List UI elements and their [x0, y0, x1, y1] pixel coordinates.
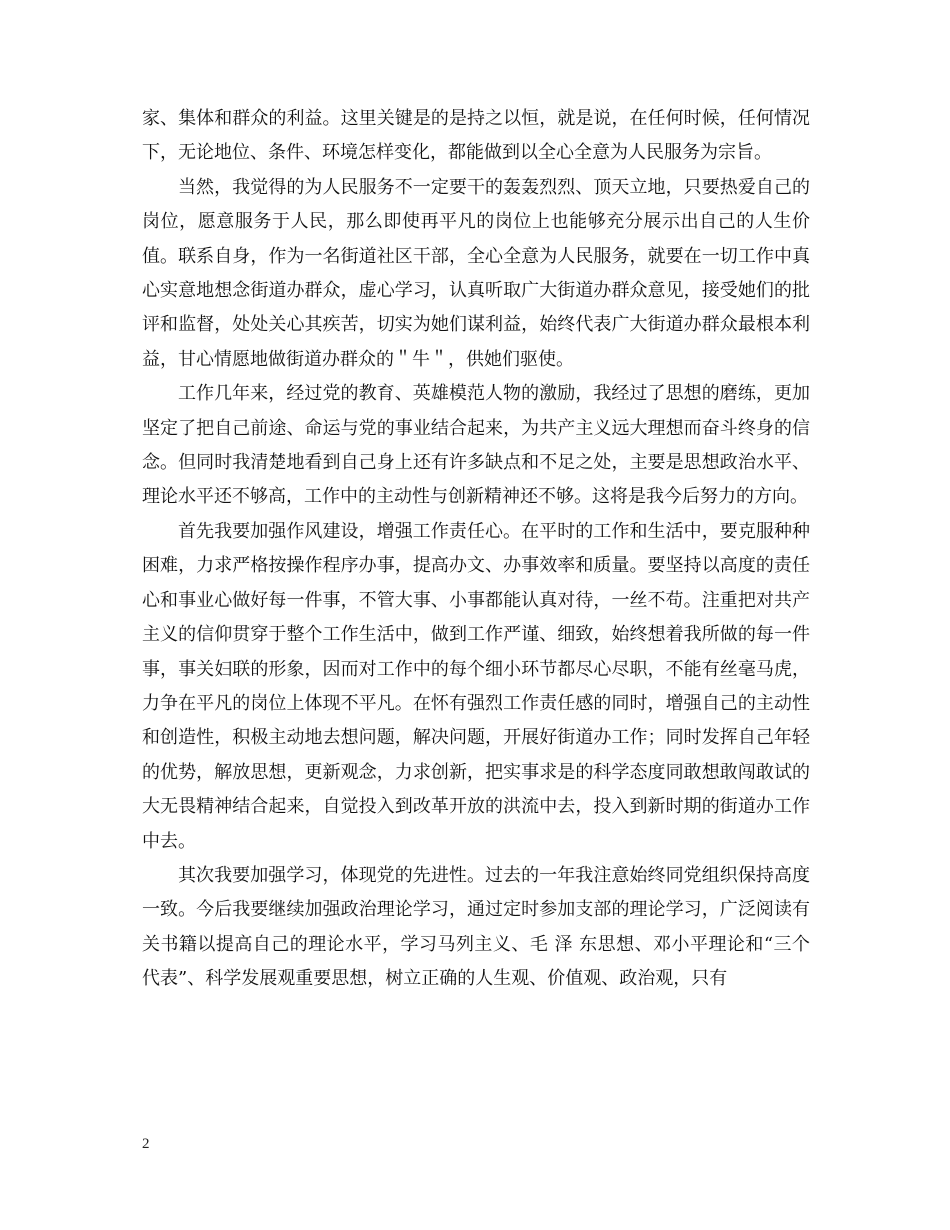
- paragraph-3: 工作几年来，经过党的教育、英雄模范人物的激励，我经过了思想的磨练，更加坚定了把自己前途、命运与党的事业结合起来，为共产主义远大理想而奋斗终身的信念。但同时我清楚地看到自己身上还有许多缺点和不足之处，主要是思想政治水平、理论水平还不够高，工作中的主动性与创新精神还不够。这将是我今后努力的方向。: [142, 383, 810, 508]
- paragraph-4: 首先我要加强作风建设，增强工作责任心。在平时的工作和生活中，要克服种种困难，力求严格按操作程序办事，提高办文、办事效率和质量。要坚持以高度的责任心和事业心做好每一件事，不管大事、小事都能认真对待，一丝不苟。注重把对共产主义的信仰贯穿于整个工作生活中，做到工作严谨、细致，始终想着我所做的每一件事，事关妇联的形象，因而对工作中的每个细小环节都尽心尽职，不能有丝毫马虎，力争在平凡的岗位上体现不平凡。在怀有强烈工作责任感的同时，增强自己的主动性和创造性，积极主动地去想问题，解决问题，开展好街道办工作；同时发挥自己年轻的优势，解放思想，更新观念，力求创新，把实事求是的科学态度同敢想敢闯敢试的大无畏精神结合起来，自觉投入到改革开放的洪流中去，投入到新时期的街道办工作中去。: [142, 520, 810, 852]
- paragraph-2: 当然，我觉得的为人民服务不一定要干的轰轰烈烈、顶天立地，只要热爱自己的岗位，愿意服务于人民，那么即使再平凡的岗位上也能够充分展示出自己的人生价值。联系自身，作为一名街道社区干部，全心全意为人民服务，就要在一切工作中真心实意地想念街道办群众，虚心学习，认真听取广大街道办群众意见，接受她们的批评和监督，处处关心其疾苦，切实为她们谋利益，始终代表广大街道办群众最根本利益，甘心情愿地做街道办群众的＂牛＂，供她们驱使。: [142, 176, 810, 370]
- paragraph-1: 家、集体和群众的利益。这里关键是的是持之以恒，就是说，在任何时候，任何情况下，无论地位、条件、环境怎样变化，都能做到以全心全意为人民服务为宗旨。: [142, 108, 810, 164]
- document-body: [142, 102, 810, 997]
- paragraph-5: 其次我要加强学习，体现党的先进性。过去的一年我注意始终同党组织保持高度一致。今后我要继续加强政治理论学习，通过定时参加支部的理论学习，广泛阅读有关书籍以提高自己的理论水平，学习马列主义、毛 泽 东思想、邓小平理论和“三个代表”、科学发展观重要思想，树立正确的人生观、价值观、政治观，只有: [142, 864, 810, 990]
- page-number: 2: [142, 1136, 150, 1152]
